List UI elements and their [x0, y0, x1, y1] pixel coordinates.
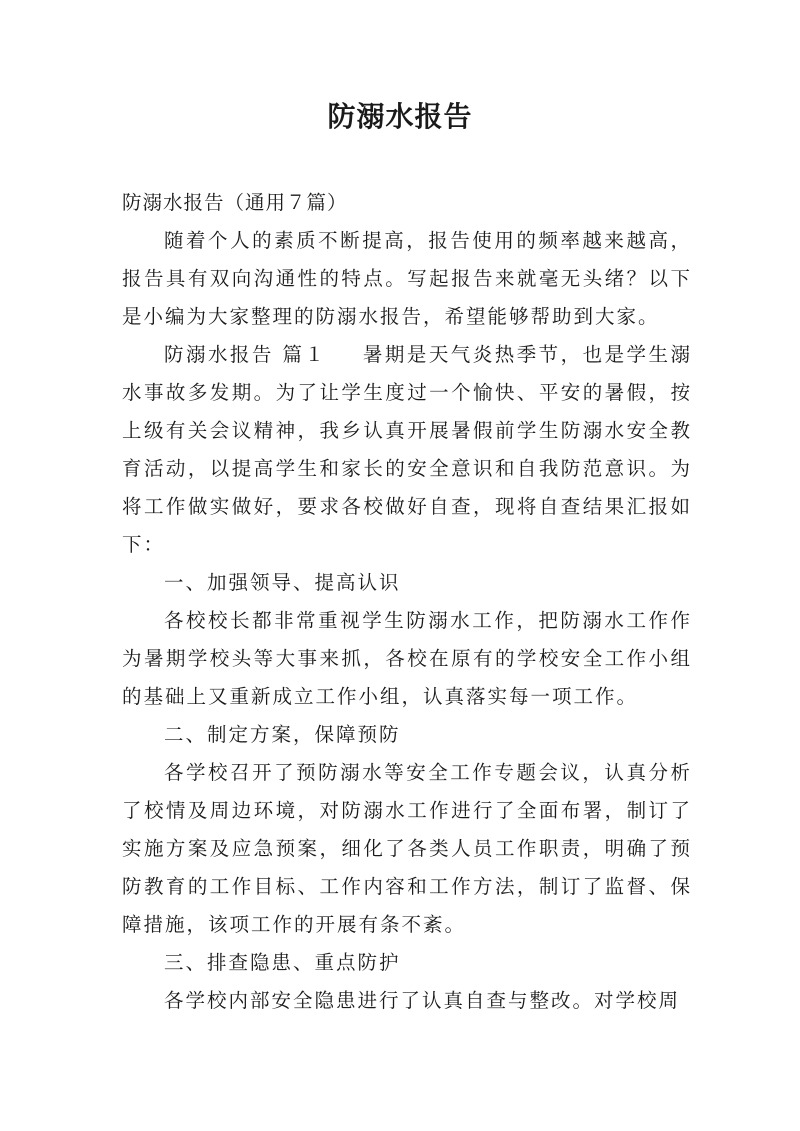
document-body: [122, 184, 692, 1020]
article-1-text: 暑期是天气炎热季节，也是学生溺水事故多发期。为了让学生度过一个愉快、平安的暑假，按上级有关会议精神，我乡认真开展暑假前学生防溺水安全教育活动，以提高学生和家长的安全意识和自我防范意识。为将工作做实做好，要求各校做好自查，现将自查结果汇报如下：: [122, 343, 692, 556]
section-3-paragraph: 各学校内部安全隐患进行了认真自查与整改。对学校周: [164, 989, 681, 1012]
article-1-paragraph: [122, 336, 692, 564]
document-title: 防溺水报告: [327, 100, 473, 133]
article-1-label: 防溺水报告 篇１: [164, 343, 327, 366]
section-1-paragraph: 各校校长都非常重视学生防溺水工作，把防溺水工作作为暑期学校头等大事来抓，各校在原有的学校安全工作小组的基础上又重新成立工作小组，认真落实每一项工作。: [122, 609, 692, 708]
section-2-paragraph: 各学校召开了预防溺水等安全工作专题会议，认真分析了校情及周边环境，对防溺水工作进行了全面布署，制订了实施方案及应急预案，细化了各类人员工作职责，明确了预防教育的工作目标、工作内容和工作方法，制订了监督、保障措施，该项工作的开展有条不紊。: [122, 761, 692, 936]
section-2-heading: 二、制定方案，保障预防: [164, 723, 401, 746]
section-1-heading: 一、加强领导、提高认识: [164, 571, 401, 594]
document-subtitle: 防溺水报告（通用７篇）: [122, 191, 348, 214]
section-3-heading: 三、排查隐患、重点防护: [164, 951, 401, 974]
intro-paragraph: 随着个人的素质不断提高，报告使用的频率越来越高，报告具有双向沟通性的特点。写起报告来就毫无头绪？以下是小编为大家整理的防溺水报告，希望能够帮助到大家。: [122, 229, 692, 328]
